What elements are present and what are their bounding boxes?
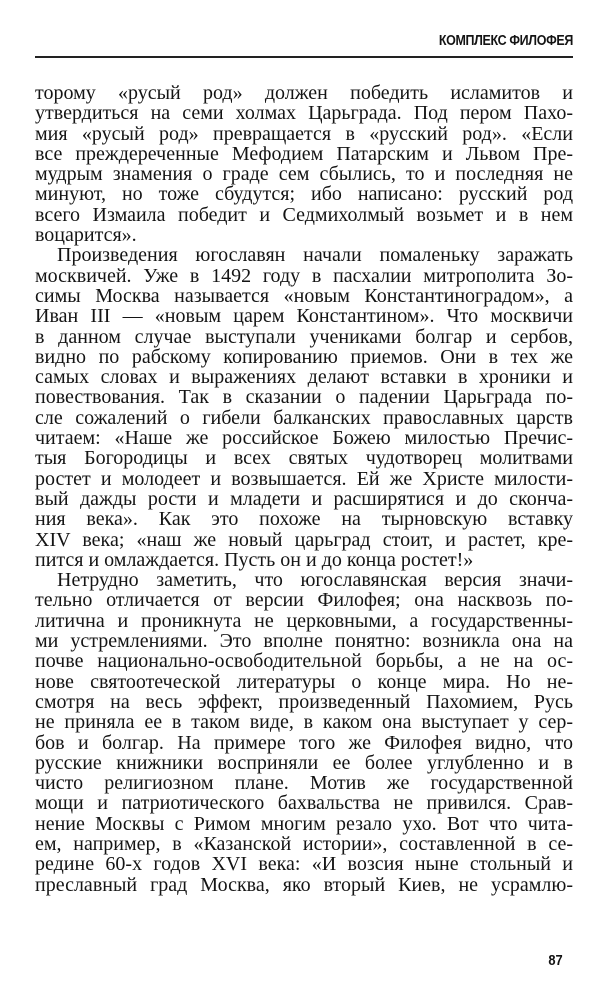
text-line: тельно отличается от версии Филофея; она насквозь по- (35, 589, 573, 612)
text-line: пится и омлаждается. Пусть он и до конца ростет!» (35, 548, 474, 571)
text-line: всего Измаила победит и Седмихолмый возьмет и в нем (35, 203, 573, 226)
text-line: Произведения югославян начали помаленьку заражать (57, 244, 573, 267)
text-line: смотря на весь эффект, произведенный Пахомием, Русь (35, 690, 573, 713)
text-line: русские книжники восприняли ее более углубленно и в (35, 751, 573, 774)
text-line: симы Москва называется «новым Константиноградом», а (35, 284, 573, 307)
text-line: нове святоотеческой литературы о конце мира. Но не- (35, 670, 573, 693)
text-line: читаем: «Наше же российское Божею милостью Пречис- (35, 427, 573, 450)
text-line: ми устремлениями. Это вполне понятно: возникла она на (35, 630, 573, 653)
text-line: утвердиться на семи холмах Царьграда. Под пером Пахо- (35, 102, 573, 125)
paragraph (35, 570, 573, 895)
text-line: сле сожалений о гибели балканских православных царств (35, 406, 573, 429)
page-number: 87 (548, 952, 563, 969)
body-text (35, 83, 573, 895)
header-rule (35, 56, 573, 58)
text-line: нение Москвы с Римом многим резало ухо. Вот что чита- (35, 812, 573, 835)
text-line: XIV века; «наш же новый царьград стоит, и растет, кре- (35, 528, 573, 551)
text-line: мощи и патриотического бахвальства не привился. Срав- (35, 792, 573, 815)
text-line: в данном случае выступали учениками болгар и сербов, (35, 325, 573, 348)
text-line: ния века». Как это похоже на тырновскую вставку (35, 508, 573, 531)
text-line: Иван III — «новым царем Константином». Что москвичи (35, 305, 573, 328)
text-line: бов и болгар. На примере того же Филофея видно, что (35, 731, 573, 754)
text-line: Нетрудно заметить, что югославянская версия значи- (57, 569, 573, 592)
text-line: все преждереченные Мефодием Патарским и Львом Пре- (35, 142, 573, 165)
text-line: тыя Богородицы и всех святых чудотворец молитвами (35, 447, 573, 470)
text-line: торому «русый род» должен победить исламитов и (35, 82, 573, 104)
running-head: КОМПЛЕКС ФИЛОФЕЯ (438, 33, 573, 49)
text-line: воцарится». (35, 224, 137, 247)
text-line: не приняла ее в таком виде, в каком она выступает у сер- (35, 711, 573, 734)
text-line: литична и проникнута не церковными, а государственны- (35, 609, 573, 632)
paragraph (35, 245, 573, 570)
text-line: почве национально-освободительной борьбы, а не на ос- (35, 650, 573, 673)
text-line: видно по рабскому копированию приемов. Они в тех же (35, 345, 573, 368)
text-line: мия «русый род» превращается в «русский род». «Если (35, 122, 573, 145)
text-line: чисто религиозном плане. Мотив же государственной (35, 772, 573, 795)
text-line: редине 60-х годов XVI века: «И возсия ныне стольный и (35, 853, 573, 876)
text-line: самых словах и выражениях делают вставки в хроники и (35, 366, 573, 389)
text-line: ем, например, в «Казанской истории», составленной в се- (35, 832, 573, 855)
text-line: мудрым знамения о граде сем сбылись, то и последняя не (35, 163, 573, 186)
text-line: минуют, но тоже сбудутся; ибо написано: русский род (35, 183, 573, 206)
paragraph (35, 83, 573, 245)
text-line: вый дажды рости и младети и расширятися и до сконча- (35, 487, 573, 510)
text-line: повествования. Так в сказании о падении Царьграда по- (35, 386, 573, 409)
text-line: москвичей. Уже в 1492 году в пасхалии митрополита Зо- (35, 264, 573, 287)
text-line: преславный град Москва, яко вторый Киев, не усрамлю- (35, 873, 573, 896)
text-line: ростет и молодеет и возвышается. Ей же Христе милости- (35, 467, 573, 490)
